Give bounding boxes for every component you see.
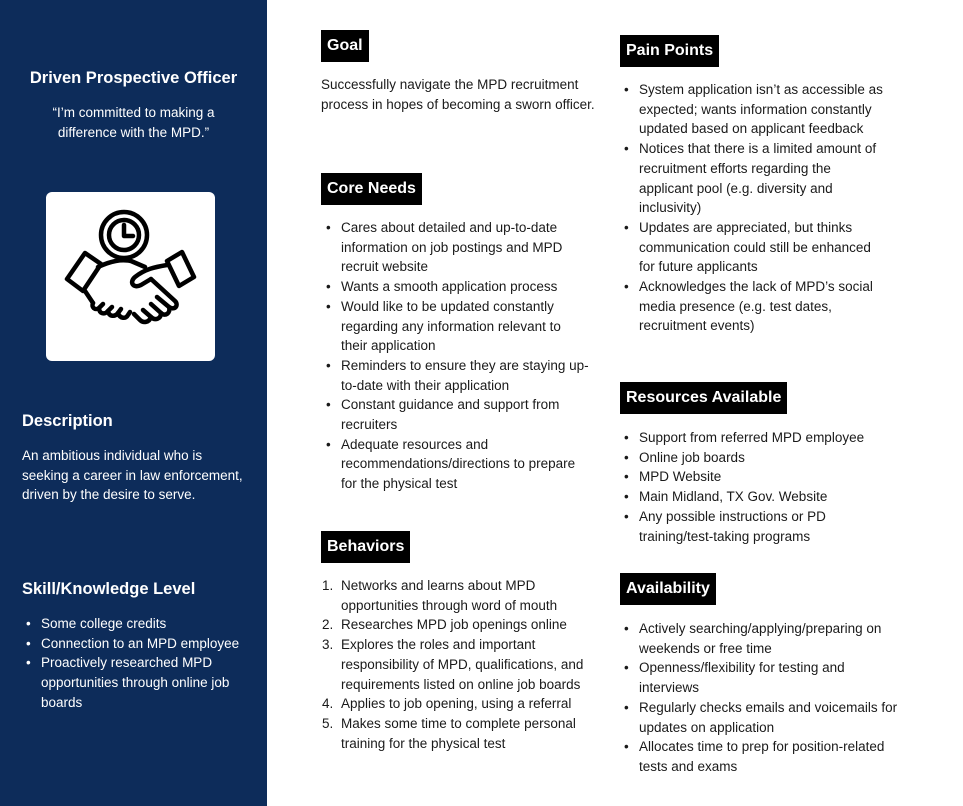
skill-list (22, 614, 252, 713)
resources-label: Resources Available (620, 382, 787, 414)
list-item: • Some college credits (22, 614, 252, 634)
list-item: • Notices that there is a limited amount of recruitment efforts regarding the applicant pool (e.g. diversity and inclusivity) (620, 139, 888, 218)
pain-points-label: Pain Points (620, 35, 719, 67)
description-heading: Description (22, 412, 113, 430)
list-item: • Any possible instructions or PD training/test-taking programs (620, 507, 898, 546)
behaviors-label: Behaviors (321, 531, 410, 563)
goal-label: Goal (321, 30, 369, 62)
goal-text: Successfully navigate the MPD recruitment process in hopes of becoming a sworn officer. (321, 77, 595, 112)
behaviors-list (322, 576, 600, 753)
list-item: • Connection to an MPD employee (22, 634, 252, 654)
list-item: • Openness/flexibility for testing and interviews (620, 658, 898, 697)
persona-sidebar (0, 0, 267, 806)
list-item: 3. Explores the roles and important responsibility of MPD, qualifications, and requirements listed on online job boards (322, 637, 584, 692)
list-item: • Wants a smooth application process (322, 277, 590, 297)
list-item: • Updates are appreciated, but thinks communication could still be enhanced for future applicants (620, 218, 888, 277)
list-item: • Acknowledges the lack of MPD’s social media presence (e.g. test dates, recruitment events) (620, 277, 888, 336)
list-item: • Cares about detailed and up-to-date information on job postings and MPD recruit website (322, 218, 590, 277)
pain-points-list (620, 80, 888, 336)
list-item: 5. Makes some time to complete personal training for the physical test (322, 715, 576, 751)
list-item: • MPD Website (620, 467, 898, 487)
list-item: 4. Applies to job opening, using a referral (322, 696, 572, 712)
list-item: • Allocates time to prep for position-related tests and exams (620, 737, 898, 776)
persona-title: Driven Prospective Officer (29, 69, 238, 87)
list-item: • Support from referred MPD employee (620, 428, 898, 448)
list-item: • Reminders to ensure they are staying up-to-date with their application (322, 356, 590, 395)
resources-list (620, 428, 898, 546)
list-item: • Adequate resources and recommendations/directions to prepare for the physical test (322, 435, 590, 494)
list-item: 1. Networks and learns about MPD opportunities through word of mouth (322, 578, 558, 613)
core-needs-list (322, 218, 590, 494)
core-needs-label: Core Needs (321, 173, 422, 205)
list-item: • Constant guidance and support from recruiters (322, 395, 590, 434)
list-item: • System application isn’t as accessible as expected; wants information constantly updated based on applicant feedback (620, 80, 888, 139)
skill-heading: Skill/Knowledge Level (22, 580, 196, 598)
handshake-clock-icon (63, 209, 198, 344)
persona-quote: “I’m committed to making a difference with the MPD.” (52, 105, 215, 140)
persona-image (46, 192, 215, 361)
list-item: • Main Midland, TX Gov. Website (620, 487, 898, 507)
list-item: • Would like to be updated constantly regarding any information relevant to their application (322, 297, 590, 356)
list-item: 2. Researches MPD job openings online (322, 617, 567, 633)
list-item: • Regularly checks emails and voicemails for updates on application (620, 698, 898, 737)
list-item: • Online job boards (620, 448, 898, 468)
description-text: An ambitious individual who is seeking a career in law enforcement, driven by the desire to serve. (22, 448, 243, 503)
list-item: • Actively searching/applying/preparing on weekends or free time (620, 619, 898, 658)
availability-list (620, 619, 898, 777)
availability-label: Availability (620, 573, 716, 605)
list-item: • Proactively researched MPD opportunities through online job boards (22, 653, 252, 712)
